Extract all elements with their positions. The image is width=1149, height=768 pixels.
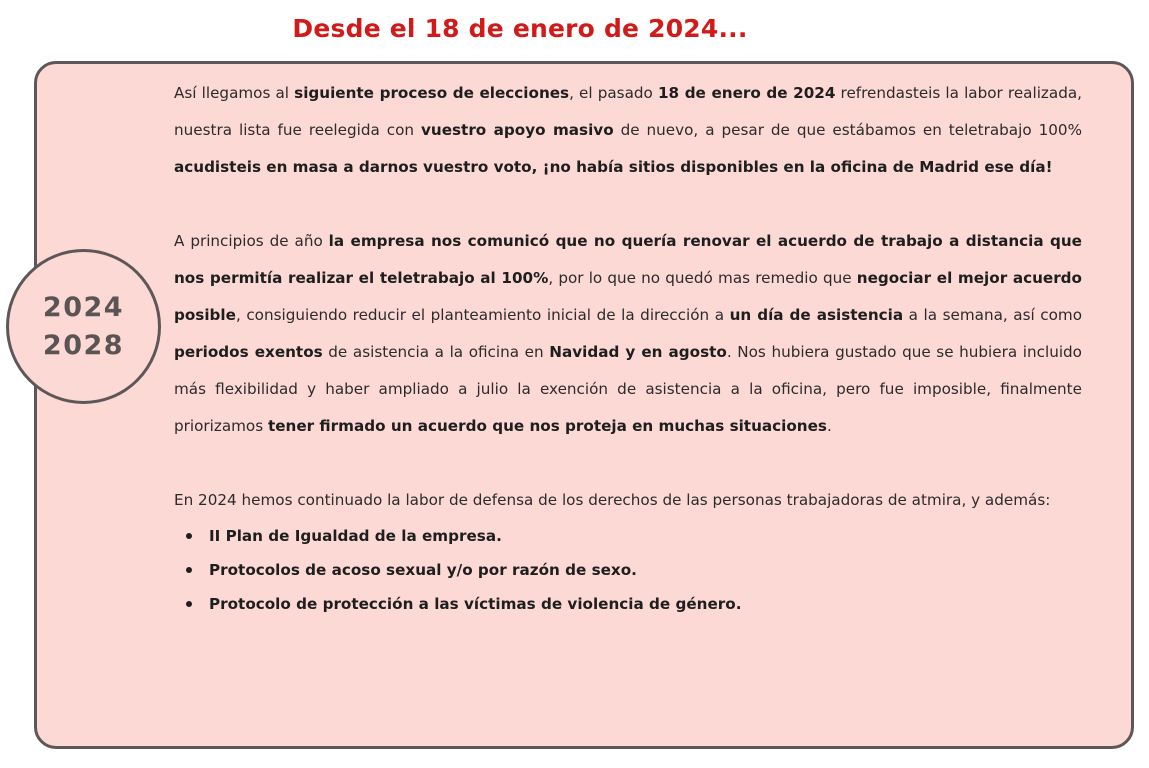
paragraph-telework-agreement	[174, 223, 1082, 445]
body-text: En 2024 hemos continuado la labor de defensa de los derechos de las personas trabajadoras de atmira, y además:	[174, 491, 1051, 509]
bullet-icon	[186, 567, 192, 573]
paragraph-gap	[174, 445, 1082, 482]
list-item	[174, 587, 1082, 621]
emphasis-text: negociar el mejor acuerdo posible	[174, 269, 1082, 324]
list-item	[174, 553, 1082, 587]
bullet-icon	[186, 601, 192, 607]
list-item-text: Protocolo de protección a las víctimas de violencia de género.	[209, 595, 742, 613]
paragraph-elections	[174, 75, 1082, 186]
list-item-text: Protocolos de acoso sexual y/o por razón de sexo.	[209, 561, 637, 579]
page-title: Desde el 18 de enero de 2024...	[292, 14, 748, 43]
body-text: de nuevo, a pesar de que estábamos en teletrabajo 100%	[613, 121, 1082, 139]
body-text: .	[826, 417, 832, 435]
body-text: A principios de año	[174, 232, 329, 250]
paragraph-gap	[174, 186, 1082, 223]
body-text: de asistencia a la oficina en	[322, 343, 550, 361]
emphasis-text: vuestro apoyo masivo	[421, 121, 614, 139]
body-text: , el pasado	[569, 84, 658, 102]
list-item	[174, 519, 1082, 553]
list-item-text: II Plan de Igualdad de la empresa.	[209, 527, 502, 545]
emphasis-text: un día de asistencia	[729, 306, 904, 324]
emphasis-text: siguiente proceso de elecciones	[294, 84, 570, 102]
badge-year-start: 2024	[42, 291, 125, 323]
body-text: Así llegamos al	[174, 84, 295, 102]
body-text: , consiguiendo reducir el planteamiento inicial de la dirección a	[235, 306, 730, 324]
paragraph-rights-defense	[174, 482, 1082, 519]
emphasis-text: periodos exentos	[174, 343, 323, 361]
emphasis-text: acudisteis en masa a darnos vuestro voto, ¡no había sitios disponibles en la oficina de Madrid ese día!	[174, 158, 1053, 176]
body-text: refrendasteis la labor realizada, nuestra lista fue reelegida con	[174, 84, 1082, 139]
emphasis-text: 18 de enero de 2024	[657, 84, 836, 102]
body-text: . Nos hubiera gustado que se hubiera incluido más flexibilidad y haber ampliado a julio la exención de asistencia a la oficina, pero fue imposible, finalmente priorizamos	[174, 343, 1082, 435]
bullet-icon	[186, 533, 192, 539]
body-text: , por lo que no quedó mas remedio que	[548, 269, 857, 287]
term-years-badge	[6, 249, 161, 404]
badge-year-end: 2028	[42, 329, 125, 361]
emphasis-text: tener firmado un acuerdo que nos proteja en muchas situaciones	[267, 417, 827, 435]
achievements-list	[174, 519, 1082, 621]
body-text: a la semana, así como	[903, 306, 1082, 324]
content-body	[174, 75, 1082, 621]
emphasis-text: la empresa nos comunicó que no quería renovar el acuerdo de trabajo a distancia que nos permitía realizar el teletrabajo al 100%	[174, 232, 1082, 287]
emphasis-text: Navidad y en agosto	[549, 343, 727, 361]
content-card	[34, 61, 1134, 749]
